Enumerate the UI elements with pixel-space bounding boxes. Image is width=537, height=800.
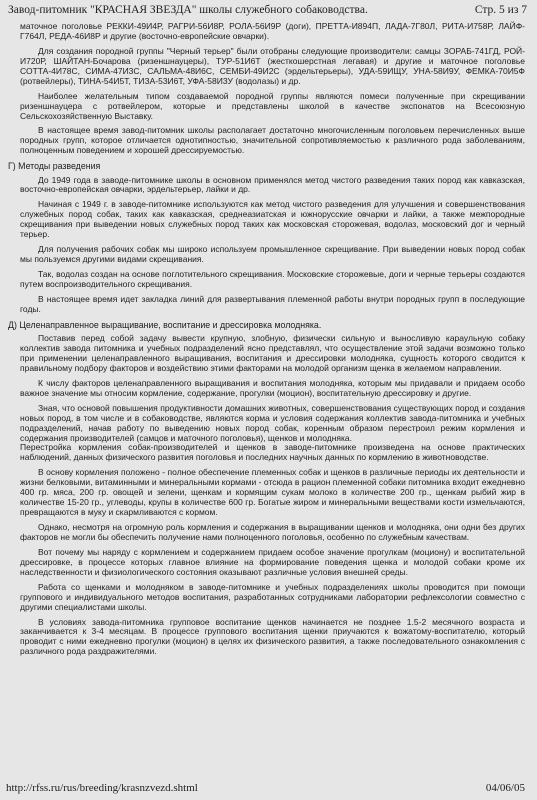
page-footer [6,778,525,794]
paragraph: Перестройка кормления собак-производителей и щенков в заводе-питомнике произведена на основе практических наблюдений, данных физического развития поголовья и последних научных данных по кормлению в животноводстве. [20,442,525,463]
paragraph: Работа со щенками и молодняком в заводе-питомнике и учебных подразделениях школы проводится при помощи группового и индивидуального методов воспитания, разработанных сотрудниками лаборатории рефлексологии совместно с другими специалистами школы. [20,581,525,612]
paragraph: Вот почему мы наряду с кормлением и содержанием придаем особое значение прогулкам (моциону) и воспитательной дрессировке, в процессе которых главное влияние на формирование поведения щенка и молодой собаки кроме их наследственности и физиологического состояния оказывают различные условия внешней среды. [20,546,525,577]
paragraph: Для создания породной группы "Черный терьер" были отобраны следующие производители: самцы ЗОРАБ-741ГД, РОЙ-И720Р, ШАЙТАН-Бочарова (ризеншнауцеры), ТУР-51И6Т (жесткошерстная легавая) и другие и маточное поголовье СОТТА-4И78С, СИМА-47И3С, САЛЬМА-48И6С, СЕМБИ-49И2С (эрдельтерьеры), УДА-59ИЩУ, УНА-58И9У, ФЕМКА-70И5Ф (ротвейлеры), ТИНА-54И5Т, ТИЗА-53И6Т, УФА-58И3У (водолазы) и др. [20,45,525,86]
section-heading-g: Г) Методы разведения [8,161,101,172]
paragraph: Наиболее желательным типом создаваемой породной группы являются помеси полученные при скрещивании ризеншнауцера с ротвейлером, которые и представлены школой в качестве экспонатов на Всесоюзную Сельскохозяйственную Выставку. [20,90,525,121]
paragraph: Для получения рабочих собак мы широко используем промышленное скрещивание. При выведении новых пород собак мы пользуемся другими видами скрещивания. [20,244,525,265]
paragraph: В основу кормления положено - полное обеспечение племенных собак и щенков в различные периоды их деятельности и жизни белковыми, витаминными и минеральными кормами - отсюда в рацион племенной собаки питомника входит ежедневно 400 гр. мяса, 200 гр. овощей и зелени, щенкам и кормящим сукам молоко в количестве 200 гр., щенкам рыбий жир в количестве 15-20 гр., углеводы, крупы в количестве 600 гр. Богатые жиром и минеральными веществами кости измельчаются, превращаются в муку и скармливаются с кормом. [20,467,525,518]
paragraph: Зная, что основой повышения продуктивности домашних животных, совершенствования существующих пород и создания новых пород, в том числе и в собаководстве, являются корма и условия содержания коллектив завода-питомника и учебных подразделений, начав работу по выведению новых пород собак, коренным образом перестроил режим кормления и содержания производителей (самцов и маточного поголовья), щенков и молодняка. [20,402,525,443]
paragraph: Поставив перед собой задачу вывести крупную, злобную, физически сильную и выносливую караульную собаку коллектив завода питомника и учебных подразделений ясно представлял, что осуществление этой задачи возможно только при применении целенаправленного выращивания, воспитания и дрессировки молодняка, сущность которого сводится к правильному подбору факторов и воздействию этими факторами на молодой организм щенка в желаемом направлении. [20,333,525,373]
section-heading-d: Д) Целенаправленное выращивание, воспитание и дрессировка молодняка. [8,319,322,330]
paragraph: Начиная с 1949 г. в заводе-питомнике используются как метод чистого разведения для улучшения и совершенствования служебных пород собак, таких как кавказская, среднеазиатская и южнорусские овчарки и лайки, а также межпородные скрещивания при выведении новых служебных пород таких как московская сторожевая, водолаз, московский дог и черный терьер. [20,199,525,240]
paragraph: маточное поголовье РЕККИ-49И4Р, РАГРИ-56И8Р, РОЛА-56И9Р (доги), ПРЕТТА-И894П, ЛАДА-7Г80Л, РИТА-И758Р, ЛАЙФ-Г764Л, РЕДА-46И8Р и другие (восточно-европейские овчарки). [20,21,525,41]
paragraph: К числу факторов целенаправленного выращивания и воспитания молодняка, которым мы придавали и придаем особо важное значение мы относим кормление, содержание, прогулки (моцион), воспитательную дрессировку и другие. [20,377,525,398]
paragraph: Так, водолаз создан на основе поглотительного скрещивания. Московские сторожевые, доги и черные терьеры создаются путем воспроизводительного скрещивания. [20,269,525,289]
header-title: Завод-питомник "КРАСНАЯ ЗВЕЗДА" школы служебного собаководства. [8,4,368,16]
paragraph: В условиях завода-питомника групповое воспитание щенков начинается не позднее 1.5-2 месячного возраста и заканчивается к 3-4 месяцам. В процессе группового воспитания щенки приучаются к вожатому-воспитателю, который проводит с ними ежедневно прогулки (моцион) в целях их физического развития, а также последовательного ознакомления с различного рода раздражителями. [20,616,525,657]
page-number: Стр. 5 из 7 [474,4,527,16]
paragraph: В настоящее время завод-питомник школы располагает достаточно многочисленным поголовьем перечисленных выше породных групп, которое отличается однотипностью, значительной сопротивляемостью к различного рода заболеваниям, полноценным поведением и хорошей дрессируемостью. [20,125,525,156]
paragraph: До 1949 года в заводе-питомнике школы в основном применялся метод чистого разведения таких пород как кавказская, восточно-европейская овчарки, эрдельтерьер, лайки и др. [20,174,525,195]
source-url: http://rfss.ru/rus/breeding/krasnzvezd.shtml [6,782,198,794]
paragraph: В настоящее время идет закладка линий для развертывания племенной работы внутри породных групп в последующие годы. [20,293,525,314]
print-date: 04/06/05 [485,782,525,794]
page-header [8,4,527,22]
document-body [8,21,525,776]
paragraph: Однако, несмотря на огромную роль кормления и содержания в выращивании щенков и молодняка, они одни без других факторов не могли бы обеспечить получение нами полноценного поголовья, особенно по служебным качествам. [20,522,525,542]
